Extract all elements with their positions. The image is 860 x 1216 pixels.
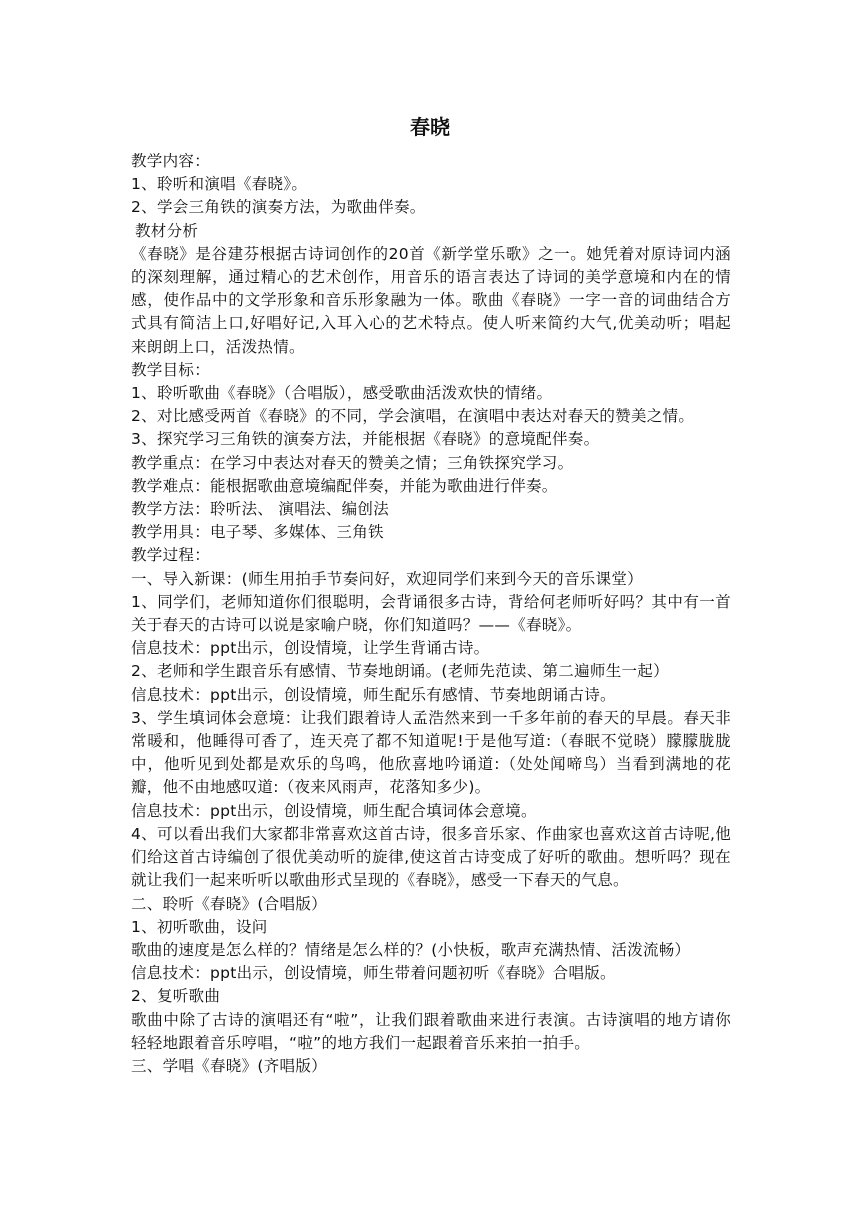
paragraph-listen-question: 歌曲的速度是怎么样的？情绪是怎么样的？(小快板，歌声充满热情、活泼流畅） bbox=[131, 940, 691, 959]
paragraph-goals-heading: 教学目标： bbox=[131, 360, 211, 379]
paragraph-listen-1: 1、初听歌曲，设问 bbox=[131, 917, 268, 936]
paragraph-process-heading: 教学过程： bbox=[131, 546, 211, 565]
paragraph-analysis-heading: 教材分析 bbox=[135, 221, 199, 240]
paragraph-step-1: 1、同学们，老师知道你们很聪明，会背诵很多古诗，背给何老师听好吗？其中有一首关于春天的古诗可以说是家喻户晓，你们知道吗？——《春晓》。 bbox=[131, 592, 731, 635]
paragraph-step-3: 3、学生填词体会意境：让我们跟着诗人孟浩然来到一千多年前的春天的早晨。春天非常暖和，他睡得可香了，连天亮了都不知道呢!于是他写道:（春眠不觉晓）朦朦胧胧中，他听见到处都是欢乐的鸟鸣，他欣喜地吟诵道:（处处闻啼鸟）当看到满地的花瓣，他不由地感叹道:（夜来风雨声，花落知多少)。 bbox=[131, 708, 731, 797]
paragraph-info-tech-3: 信息技术：ppt出示，创设情境，师生配合填词体会意境。 bbox=[131, 801, 537, 820]
paragraph-info-tech-2: 信息技术：ppt出示，创设情境，师生配乐有感情、节奏地朗诵古诗。 bbox=[131, 685, 616, 704]
paragraph-section-2-heading: 二、聆听《春晓》(合唱版） bbox=[131, 894, 327, 913]
paragraph-section-3-heading: 三、学唱《春晓》(齐唱版） bbox=[131, 1056, 327, 1075]
paragraph-content-heading: 教学内容： bbox=[131, 152, 211, 170]
paragraph-tools: 教学用具：电子琴、多媒体、三角铁 bbox=[131, 523, 384, 542]
paragraph-section-1-heading: 一、导入新课：(师生用拍手节奏问好，欢迎同学们来到今天的音乐课堂） bbox=[131, 569, 643, 588]
paragraph-listen-2-body: 歌曲中除了古诗的演唱还有“啦”，让我们跟着歌曲来进行表演。古诗演唱的地方请你轻轻地跟着音乐哼唱，“啦”的地方我们一起跟着音乐来拍一拍手。 bbox=[131, 1010, 731, 1052]
paragraph-key-point: 教学重点：在学习中表达对春天的赞美之情；三角铁探究学习。 bbox=[131, 453, 574, 472]
paragraph-content-2: 2、学会三角铁的演奏方法，为歌曲伴奏。 bbox=[131, 198, 426, 217]
document-title: 春晓 bbox=[410, 115, 450, 139]
paragraph-goal-3: 3、探究学习三角铁的演奏方法，并能根据《春晓》的意境配伴奏。 bbox=[131, 430, 600, 449]
paragraph-info-tech-1: 信息技术：ppt出示，创设情境，让学生背诵古诗。 bbox=[131, 639, 490, 658]
paragraph-step-4: 4、可以看出我们大家都非常喜欢这首古诗，很多音乐家、作曲家也喜欢这首古诗呢,他们给这首古诗编创了很优美动听的旋律,使这首古诗变成了好听的歌曲。想听吗？现在就让我们一起来听听以歌曲形式呈现的《春晓》，感受一下春天的气息。 bbox=[131, 824, 731, 890]
paragraph-goal-2: 2、对比感受两首《春晓》的不同，学会演唱，在演唱中表达对春天的赞美之情。 bbox=[131, 407, 695, 426]
paragraph-info-tech-4: 信息技术：ppt出示，创设情境，师生带着问题初听《春晓》合唱版。 bbox=[131, 964, 616, 983]
paragraph-goal-1: 1、聆听歌曲《春晓》（合唱版），感受歌曲活泼欢快的情绪。 bbox=[131, 384, 553, 403]
paragraph-step-2: 2、老师和学生跟音乐有感情、节奏地朗诵。(老师先范读、第二遍师生一起） bbox=[131, 662, 669, 681]
paragraph-difficulty: 教学难点：能根据歌曲意境编配伴奏，并能为歌曲进行伴奏。 bbox=[131, 476, 558, 495]
paragraph-content-1: 1、聆听和演唱《春晓》。 bbox=[131, 175, 308, 194]
document-body bbox=[131, 150, 731, 1078]
paragraph-analysis-body: 《春晓》是谷建芬根据古诗词创作的20首《新学堂乐歌》之一。她凭着对原诗词内涵的深刻理解，通过精心的艺术创作，用音乐的语言表达了诗词的美学意境和内在的情感，使作品中的文学形象和音乐形象融为一体。歌曲《春晓》一字一音的词曲结合方式具有简洁上口,好唱好记,入耳入心的艺术特点。使人听来简约大气,优美动听；唱起来朗朗上口，活泼热情。 bbox=[131, 244, 731, 356]
paragraph-listen-2: 2、复听歌曲 bbox=[131, 987, 221, 1006]
paragraph-method: 教学方法：聆听法、 演唱法、编创法 bbox=[131, 500, 390, 519]
